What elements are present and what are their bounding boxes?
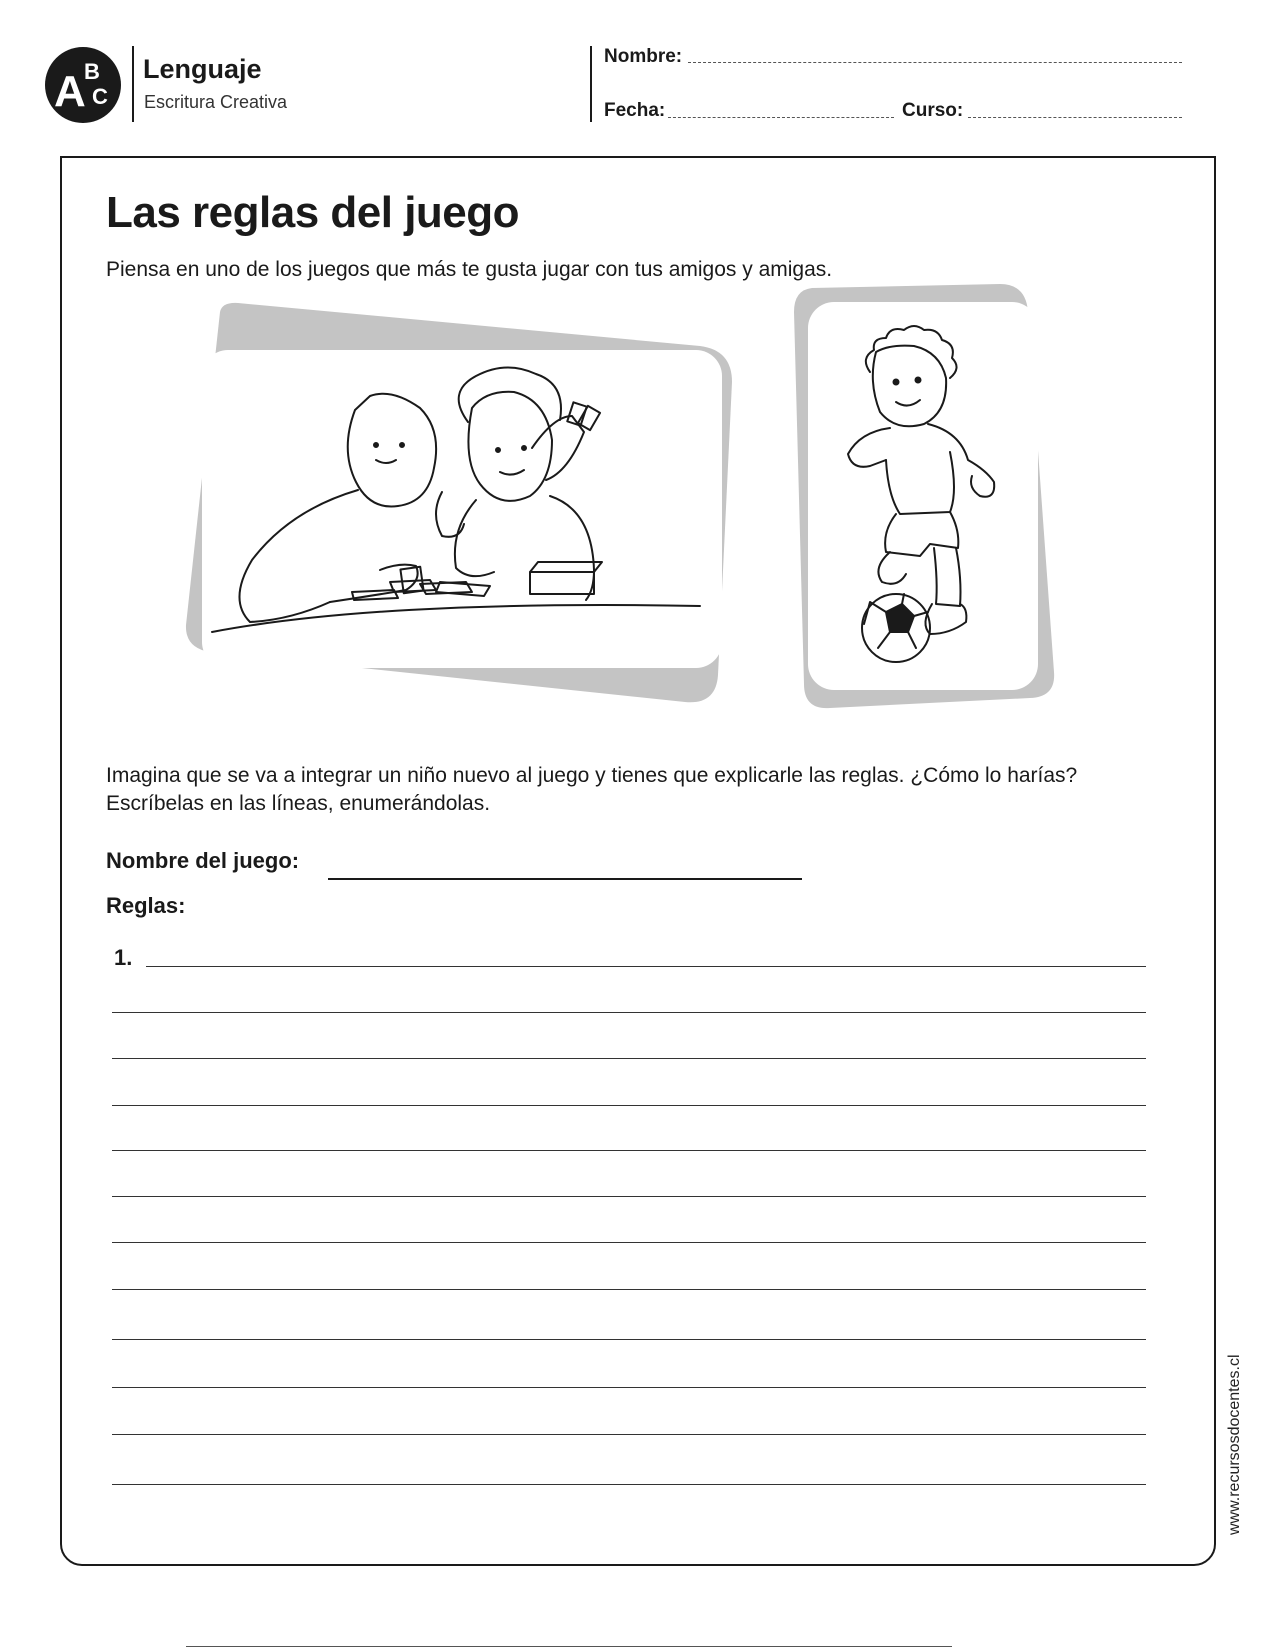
logo-letter-c: C [92,84,108,109]
name-field[interactable] [688,62,1182,63]
website-credit: www.recursosdocentes.cl [1226,1354,1243,1535]
rule-line-1[interactable] [146,966,1146,967]
rule-line-11[interactable] [112,1434,1146,1435]
rule-line-4[interactable] [112,1105,1146,1106]
game-name-label: Nombre del juego: [106,848,300,873]
rule-line-12[interactable] [112,1484,1146,1485]
abc-logo [44,46,122,124]
rule-line-8[interactable] [112,1289,1146,1290]
boy-kicking-ball-icon [790,282,1060,722]
rule-line-9[interactable] [112,1339,1146,1340]
course-field[interactable] [968,117,1182,118]
rules-label: Reglas: [106,893,186,918]
name-label: Nombre: [604,46,683,67]
instruction-2: Imagina que se va a integrar un niño nuevo al juego y tienes que explicarle las reglas. ¿Cómo lo harías? Escríbelas en las líneas, enumerándolas. [106,764,1078,815]
course-label: Curso: [902,100,964,121]
logo-letter-b: B [84,59,100,84]
date-label: Fecha: [604,100,666,121]
subject-title: Lenguaje [143,54,262,84]
date-field[interactable] [668,117,894,118]
subject-topic: Escritura Creativa [144,92,288,112]
instruction-1: Piensa en uno de los juegos que más te gusta jugar con tus amigos y amigas. [106,258,833,281]
logo-letter-a: A [54,67,86,116]
brand-divider [132,46,134,122]
rule-line-10[interactable] [112,1387,1146,1388]
rule-line-5[interactable] [112,1150,1146,1151]
rule-line-7[interactable] [112,1242,1146,1243]
rule-line-3[interactable] [112,1058,1146,1059]
rule-number-1: 1. [114,945,133,970]
field-divider [590,46,592,122]
rule-line-2[interactable] [112,1012,1146,1013]
game-name-line[interactable] [328,878,802,880]
worksheet-title: Las reglas del juego [106,188,520,237]
rule-line-6[interactable] [112,1196,1146,1197]
children-playing-cards-icon [180,300,760,710]
bottom-rule [186,1646,952,1647]
